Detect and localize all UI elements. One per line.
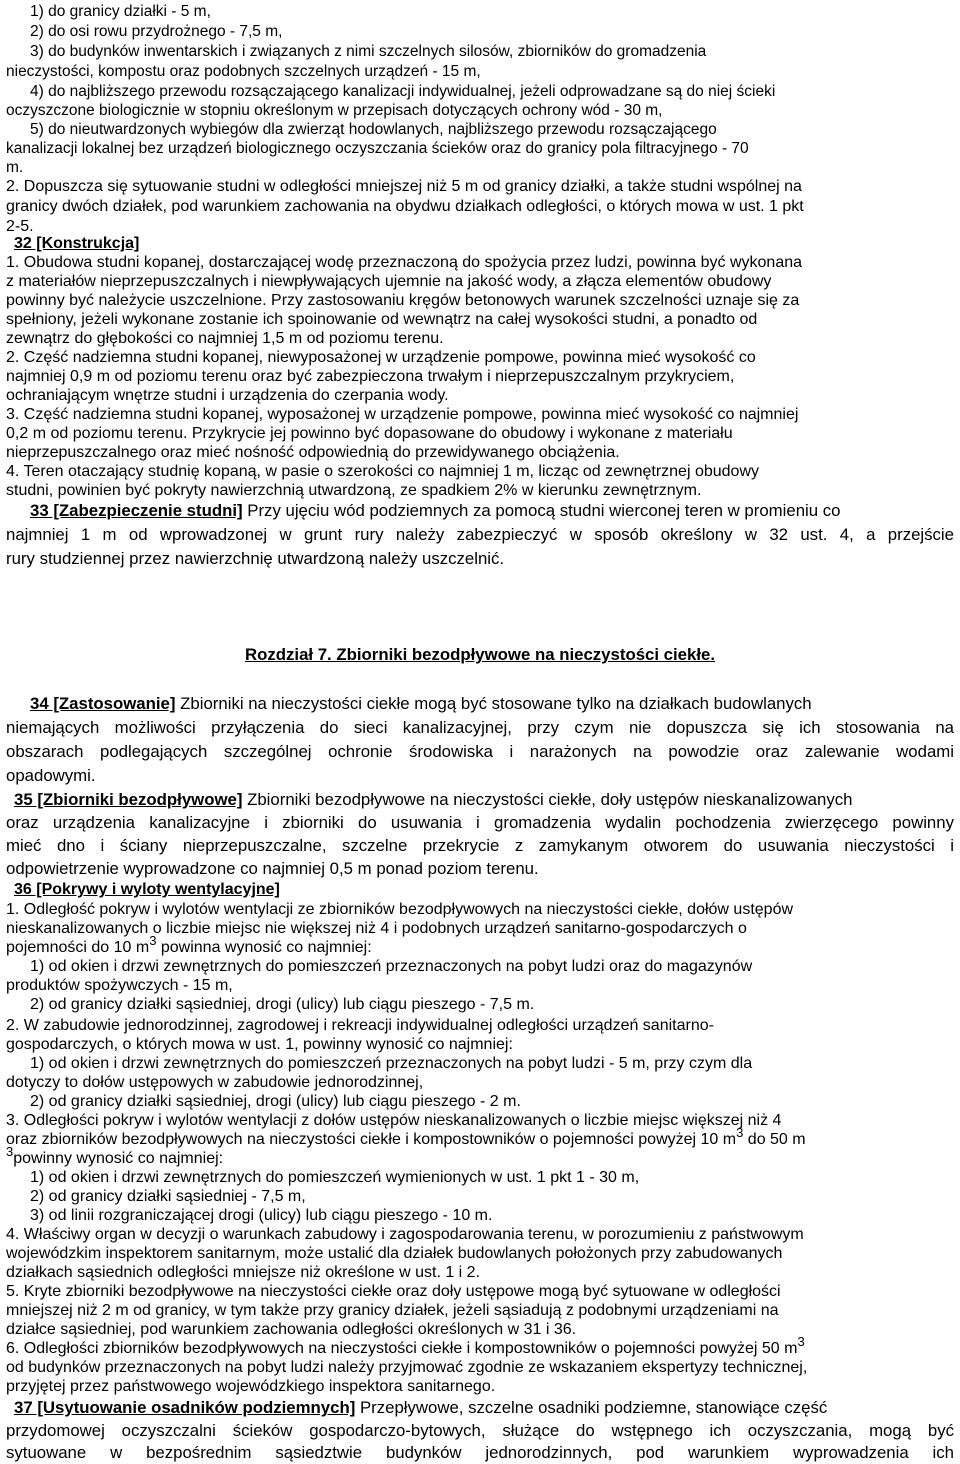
text-line: obszarach podlegających szczególnej ochronie środowiska i narażonych na powodzie oraz zalewanie wodami bbox=[6, 742, 954, 761]
text-line: gospodarczych, o których mowa w ust. 1, powinny wynosić co najmniej: bbox=[6, 1036, 513, 1053]
text-line: 2. Dopuszcza się sytuowanie studni w odległości mniejszej niż 5 m od granicy działki, a także studni wspólnej na bbox=[6, 178, 802, 195]
text-line: m. bbox=[6, 159, 24, 176]
text-span: pojemności do 10 m bbox=[6, 939, 150, 956]
list-item: 3) do budynków inwentarskich i związanych z nimi szczelnych silosów, zbiorników do gromadzenia bbox=[30, 43, 707, 60]
paragraph-first-line bbox=[14, 789, 954, 810]
section-heading: 34 [Zastosowanie] bbox=[30, 694, 176, 713]
section-heading: 33 [Zabezpieczenie studni] bbox=[30, 501, 243, 520]
paragraph-first-line bbox=[30, 500, 954, 521]
text-line: sytuowane w bezpośrednim sąsiedztwie budynków jednorodzinnych, pod warunkiem wyprowadzenia ich bbox=[6, 1443, 954, 1462]
text-line: nieczystości, kompostu oraz podobnych szczelnych urządzeń - 15 m, bbox=[6, 63, 481, 80]
text-line: przydomowej oczyszczalni ścieków gospodarczo-bytowych, służące do wstępnego ich oczyszczania, mogą być bbox=[6, 1421, 954, 1440]
list-item: 1) od okien i drzwi zewnętrznych do pomieszczeń wymienionych w ust. 1 pkt 1 - 30 m, bbox=[30, 1169, 640, 1186]
text-span: do 50 m bbox=[743, 1131, 806, 1148]
text-line: oraz urządzenia kanalizacyjne i zbiorniki do usuwania i gromadzenia wydalin pochodzenia zwierzęcego powinny bbox=[6, 813, 954, 832]
text-line bbox=[6, 1125, 954, 1150]
superscript: 3 bbox=[797, 1334, 805, 1349]
list-item: 2) od granicy działki sąsiedniej, drogi (ulicy) lub ciągu pieszego - 2 m. bbox=[30, 1093, 521, 1110]
text-span: Przy ujęciu wód podziemnych za pomocą studni wierconej teren w promieniu co bbox=[242, 501, 841, 520]
text-span: oraz zbiorników bezodpływowych na nieczystości ciekłe i kompostowników o pojemności powyżej 10 m bbox=[6, 1131, 737, 1148]
text-line: 4. Teren otaczający studnię kopaną, w pasie o szerokości co najmniej 1 m, licząc od zewnętrznej obudowy bbox=[6, 463, 759, 480]
list-item: 1) do granicy działki - 5 m, bbox=[30, 3, 211, 20]
text-span: Zbiorniki na nieczystości ciekłe mogą być stosowane tylko na działkach budowlanych bbox=[175, 694, 812, 713]
text-line: ochraniającym wnętrze studni i urządzenia do czerpania wody. bbox=[6, 387, 449, 404]
section-heading: 36 [Pokrywy i wyloty wentylacyjne] bbox=[14, 881, 280, 898]
superscript: 3 bbox=[6, 1144, 14, 1159]
list-item: 3) od linii rozgraniczającej drogi (ulicy) lub ciągu pieszego - 10 m. bbox=[30, 1207, 493, 1224]
paragraph-first-line bbox=[30, 693, 954, 714]
section-heading: 32 [Konstrukcja] bbox=[14, 235, 140, 252]
text-line bbox=[6, 1144, 954, 1169]
text-line: niemających możliwości przyłączenia do sieci kanalizacyjnej, przy czym nie dopuszcza się ich stosowania na bbox=[6, 718, 954, 737]
text-line: przyjętej przez państwowego wojewódzkiego inspektora sanitarnego. bbox=[6, 1378, 496, 1395]
text-line: z materiałów nieprzepuszczalnych i niewpływających ujemnie na jakość wody, a złącza elementów obudowy bbox=[6, 273, 772, 290]
text-line: 2. Część nadziemna studni kopanej, niewyposażonej w urządzenie pompowe, powinna mieć wysokość co bbox=[6, 349, 756, 366]
superscript: 3 bbox=[149, 933, 157, 948]
text-line: zewnątrz do głębokości co najmniej 1,5 m od poziomu terenu. bbox=[6, 330, 444, 347]
list-item: 1) od okien i drzwi zewnętrznych do pomieszczeń przeznaczonych na pobyt ludzi oraz do magazynów bbox=[30, 958, 753, 975]
text-line: 0,2 m od poziomu terenu. Przykrycie jej powinno być dopasowane do obudowy i wykonane z materiału bbox=[6, 425, 733, 442]
list-item: 2) od granicy działki sąsiedniej, drogi (ulicy) lub ciągu pieszego - 7,5 m. bbox=[30, 996, 535, 1013]
text-line: mniejszej niż 2 m od granicy, w tym także przy granicy działek, jeżeli sąsiadują z podobnymi urządzeniami na bbox=[6, 1302, 779, 1319]
superscript: 3 bbox=[736, 1125, 744, 1140]
text-line: dotyczy to dołów ustępowych w zabudowie jednorodzinnej, bbox=[6, 1074, 424, 1091]
text-line: 2-5. bbox=[6, 218, 34, 235]
text-line: najmniej 1 m od wprowadzonej w grunt rury należy zabezpieczyć w sposób określony w 32 ust. 4, a przejście bbox=[6, 525, 954, 544]
text-span: Zbiorniki bezodpływowe na nieczystości ciekłe, doły ustępów nieskanalizowanych bbox=[242, 790, 853, 809]
section-heading: 35 [Zbiorniki bezodpływowe] bbox=[14, 790, 243, 809]
text-line: 2. W zabudowie jednorodzinnej, zagrodowej i rekreacji indywidualnej odległości urządzeń sanitarno- bbox=[6, 1017, 714, 1034]
text-line: oczyszczone biologicznie w stopniu określonym w przepisach dotyczących ochrony wód - 30 m, bbox=[6, 102, 663, 119]
text-line: 4. Właściwy organ w decyzji o warunkach zabudowy i zagospodarowania terenu, w porozumieniu z państwowym bbox=[6, 1226, 804, 1243]
text-span: powinna wynosić co najmniej: bbox=[156, 939, 372, 956]
text-line: granicy dwóch działek, pod warunkiem zachowania na obydwu działkach odległości, o których mowa w ust. 1 pkt bbox=[6, 198, 804, 215]
chapter-title: Rozdział 7. Zbiorniki bezodpływowe na nieczystości ciekłe. bbox=[245, 645, 715, 664]
text-line: 1. Obudowa studni kopanej, dostarczającej wodę przeznaczoną do spożycia przez ludzi, powinna być wykonana bbox=[6, 254, 803, 271]
paragraph-first-line bbox=[14, 1397, 954, 1418]
text-line: nieskanalizowanych o liczbie miejsc nie większej niż 4 i podobnych urządzeń sanitarno-gospodarczych o bbox=[6, 920, 747, 937]
text-line: spełniony, jeżeli wykonane zostanie ich spoinowanie od wewnątrz na całej wysokości studni, a ponadto od bbox=[6, 311, 758, 328]
text-line: odpowietrzenie wyprowadzone co najmniej 0,5 m ponad poziom terenu. bbox=[6, 859, 539, 878]
text-line: nieprzepuszczalnego oraz mieć nośność odpowiednią do przewidywanego obciążenia. bbox=[6, 444, 620, 461]
list-item: 4) do najbliższego przewodu rozsączającego kanalizacji indywidualnej, jeżeli odprowadzane są do niej ścieki bbox=[30, 83, 776, 100]
text-line: działce sąsiedniej, pod warunkiem zachowania odległości określonych w 31 i 36. bbox=[6, 1321, 577, 1338]
text-line: kanalizacji lokalnej bez urządzeń biologicznego oczyszczania ścieków oraz do granicy pola filtracyjnego - 70 bbox=[6, 140, 749, 157]
text-line: opadowymi. bbox=[6, 766, 96, 785]
text-line: 3. Odległości pokryw i wylotów wentylacji z dołów ustępów nieskanalizowanych o liczbie miejsc większej niż 4 bbox=[6, 1112, 782, 1129]
text-line: produktów spożywczych - 15 m, bbox=[6, 977, 233, 994]
text-line: 1. Odległość pokryw i wylotów wentylacji ze zbiorników bezodpływowych na nieczystości ciekłe, dołów ustępów bbox=[6, 901, 794, 918]
text-line: od budynków przeznaczonych na pobyt ludzi należy przyjmować zgodnie ze wskazaniem ekspertyzy technicznej, bbox=[6, 1359, 808, 1376]
text-line bbox=[6, 1334, 954, 1359]
text-line: 3. Część nadziemna studni kopanej, wyposażonej w urządzenie pompowe, powinna mieć wysokość co najmniej bbox=[6, 406, 799, 423]
text-line: wojewódzkim inspektorem sanitarnym, może ustalić dla działek budowlanych położonych przy zabudowanych bbox=[6, 1245, 783, 1262]
text-line: najmniej 0,9 m od poziomu terenu oraz być zabezpieczona trwałym i nieprzepuszczalnym przykryciem, bbox=[6, 368, 735, 385]
text-line: studni, powinien być pokryty nawierzchnią utwardzoną, ze spadkiem 2% w kierunku zewnętrznym. bbox=[6, 482, 702, 499]
list-item: 2) od granicy działki sąsiedniej - 7,5 m, bbox=[30, 1188, 306, 1205]
section-heading: 37 [Usytuowanie osadników podziemnych] bbox=[14, 1398, 356, 1417]
text-line: mieć dno i ściany nieprzepuszczalne, szczelne przekrycie z zamykanym otworem do usuwania nieczystości i bbox=[6, 836, 954, 855]
text-line bbox=[6, 933, 954, 958]
list-item: 2) do osi rowu przydrożnego - 7,5 m, bbox=[30, 23, 283, 40]
text-line: działkach sąsiednich odległości mniejsze niż określone w ust. 1 i 2. bbox=[6, 1264, 481, 1281]
list-item: 5) do nieutwardzonych wybiegów dla zwierząt hodowlanych, najbliższego przewodu rozsączającego bbox=[30, 121, 717, 138]
list-item: 1) od okien i drzwi zewnętrznych do pomieszczeń przeznaczonych na pobyt ludzi - 5 m, przy czym dla bbox=[30, 1055, 753, 1072]
text-line: 5. Kryte zbiorniki bezodpływowe na nieczystości ciekłe oraz doły ustępowe mogą być sytuowane w odległości bbox=[6, 1283, 781, 1300]
text-span: Przepływowe, szczelne osadniki podziemne, stanowiące część bbox=[355, 1398, 828, 1417]
text-span: 6. Odległości zbiorników bezodpływowych na nieczystości ciekłe i kompostowników o pojemności powyżej 50 m bbox=[6, 1340, 798, 1357]
text-line: powinny być należycie uszczelnione. Przy zastosowaniu kręgów betonowych warunek szczelności uznaje się za bbox=[6, 292, 800, 309]
text-line: rury studziennej przez nawierzchnię utwardzoną należy uszczelnić. bbox=[6, 549, 505, 568]
text-span: powinny wynosić co najmniej: bbox=[13, 1150, 224, 1167]
